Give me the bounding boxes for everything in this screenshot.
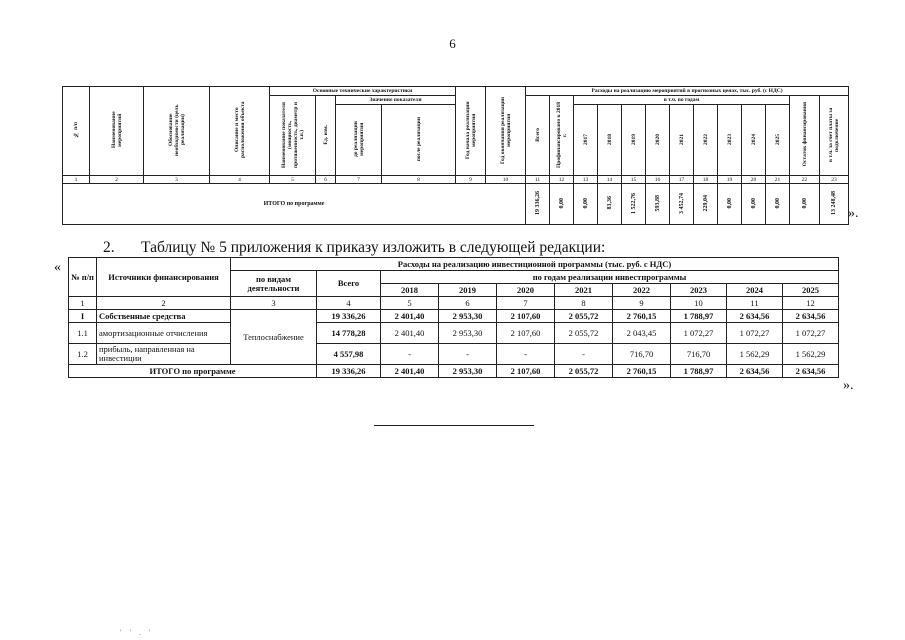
- year-value: 1 072,27: [783, 323, 839, 344]
- col-number: 2: [97, 297, 231, 310]
- financing-sources-table: [68, 257, 839, 378]
- t2-header-expenses-group: Расходы на реализацию инвестиционной программы (тыс. руб. с НДС): [231, 258, 839, 271]
- t1-total-value: 0,00: [790, 184, 820, 225]
- t1-total-label: ИТОГО по программе: [63, 184, 526, 225]
- col-number: 3: [231, 297, 317, 310]
- t1-header-indicator: Наименование показателя (мощность, протяженность, диаметр и т.п.): [270, 96, 316, 176]
- year-value: 2 055,72: [555, 310, 613, 323]
- year-value: 2 634,56: [727, 310, 783, 323]
- t1-total-value: 1 522,76: [622, 184, 646, 225]
- t1-header-value-group: Значение показателя: [336, 96, 456, 105]
- year-value: 2 107,60: [497, 323, 555, 344]
- t1-header-year: 2024: [742, 105, 766, 176]
- t1-total-value: 83,36: [598, 184, 622, 225]
- year-value: 2 055,72: [555, 323, 613, 344]
- year-value: 2 055,72: [555, 365, 613, 378]
- t2-header-by-years: по годам реализации инвестпрограммы: [381, 271, 839, 284]
- t1-total-value: 0,00: [766, 184, 790, 225]
- t1-total-value: 19 336,26: [526, 184, 550, 225]
- year-value: 2 634,56: [783, 365, 839, 378]
- t1-header-year: 2025: [766, 105, 790, 176]
- t1-header-start-year: Год начала реализации мероприятия: [456, 87, 486, 176]
- t1-header-year: 2019: [622, 105, 646, 176]
- t2-header-by-activity: по видам деятельности: [231, 271, 317, 297]
- page-number: 6: [449, 36, 456, 51]
- col-number: 5: [381, 297, 439, 310]
- t1-header-total: Всего: [526, 96, 550, 176]
- row-name: Собственные средства: [97, 310, 231, 323]
- row-name: амортизационные отчисления: [97, 323, 231, 344]
- t1-header-rationale: Обоснование необходимости (цель реализации): [144, 87, 210, 176]
- row-num: I: [69, 310, 97, 323]
- col-number: 7: [497, 297, 555, 310]
- col-number: 22: [790, 176, 820, 184]
- t2-header-num: № п/п: [69, 258, 97, 297]
- section-number: 2.: [103, 239, 115, 256]
- t2-header-total: Всего: [317, 271, 381, 297]
- t1-header-by-years: в т.ч. по годам: [574, 96, 790, 105]
- t1-header-year: 2017: [574, 105, 598, 176]
- t1-total-row: [63, 184, 849, 225]
- col-number: 12: [550, 176, 574, 184]
- t1-header-end-year: Год окончания реализации мероприятия: [486, 87, 526, 176]
- year-value: 2 401,40: [381, 323, 439, 344]
- t1-total-value: 3 452,74: [670, 184, 694, 225]
- year-value: 2 953,30: [439, 323, 497, 344]
- t1-total-value: 13 248,48: [820, 184, 849, 225]
- col-number: 21: [766, 176, 790, 184]
- col-number: 1: [69, 297, 97, 310]
- closing-quote: ».: [848, 206, 859, 221]
- t1-total-value: 0,00: [550, 184, 574, 225]
- t1-header-name: Наименование мероприятий: [90, 87, 144, 176]
- t1-header-unit: Ед. изм.: [316, 96, 336, 176]
- year-value: 2 953,30: [439, 310, 497, 323]
- table-row: [69, 344, 839, 365]
- year-value: 1 788,97: [671, 310, 727, 323]
- t2-header-source: Источники финансирования: [97, 258, 231, 297]
- row-total: 4 557,98: [317, 344, 381, 365]
- col-number: 16: [646, 176, 670, 184]
- year-value: 2 634,56: [727, 365, 783, 378]
- col-number: 8: [382, 176, 456, 184]
- scan-mark: ' ' . ': [120, 628, 154, 637]
- t2-header-year: 2024: [727, 284, 783, 297]
- row-total: 14 778,28: [317, 323, 381, 344]
- col-number: 23: [820, 176, 849, 184]
- year-value: 1 072,27: [671, 323, 727, 344]
- t1-total-value: 593,88: [646, 184, 670, 225]
- year-value: 2 760,15: [613, 365, 671, 378]
- col-number: 11: [727, 297, 783, 310]
- t2-header-year: 2020: [497, 284, 555, 297]
- t2-total-row: [69, 365, 839, 378]
- year-value: -: [497, 344, 555, 365]
- table-row: [69, 310, 839, 323]
- year-value: -: [381, 344, 439, 365]
- t2-header-year: 2025: [783, 284, 839, 297]
- col-number: 17: [670, 176, 694, 184]
- year-value: -: [439, 344, 497, 365]
- row-num: 1.1: [69, 323, 97, 344]
- table-row: [69, 323, 839, 344]
- row-name: прибыль, направленная на инвестиции: [97, 344, 231, 365]
- t1-header-expenses-group: Расходы на реализацию мероприятий в прогнозных ценах, тыс. руб. (с НДС): [526, 87, 849, 96]
- t1-total-value: 229,04: [694, 184, 718, 225]
- col-number: 5: [270, 176, 316, 184]
- year-value: 2 760,15: [613, 310, 671, 323]
- t2-header-year: 2023: [671, 284, 727, 297]
- t2-total-label: ИТОГО по программе: [69, 365, 317, 378]
- col-number: 20: [742, 176, 766, 184]
- t1-header-year: 2023: [718, 105, 742, 176]
- col-number: 6: [316, 176, 336, 184]
- col-number: 4: [317, 297, 381, 310]
- investment-measures-table: [62, 86, 849, 225]
- row-total: 19 336,26: [317, 365, 381, 378]
- col-number: 4: [210, 176, 270, 184]
- col-number: 6: [439, 297, 497, 310]
- t2-header-year: 2022: [613, 284, 671, 297]
- t2-header-year: 2021: [555, 284, 613, 297]
- year-value: 716,70: [613, 344, 671, 365]
- t1-header-year: 2018: [598, 105, 622, 176]
- col-number: 2: [90, 176, 144, 184]
- col-number: 7: [336, 176, 382, 184]
- year-value: 1 562,29: [727, 344, 783, 365]
- year-value: 1 072,27: [727, 323, 783, 344]
- t1-header-after: после реализации: [382, 105, 456, 176]
- t1-total-value: 0,00: [718, 184, 742, 225]
- col-number: 3: [144, 176, 210, 184]
- year-value: 2 953,30: [439, 365, 497, 378]
- t1-column-numbers-row: [63, 176, 849, 184]
- activity-cell: Теплоснабжение: [231, 310, 317, 365]
- year-value: 2 107,60: [497, 365, 555, 378]
- t1-header-year: 2022: [694, 105, 718, 176]
- col-number: 15: [622, 176, 646, 184]
- t1-header-year: 2021: [670, 105, 694, 176]
- col-number: 12: [783, 297, 839, 310]
- t1-header-year: 2020: [646, 105, 670, 176]
- year-value: 2 043,45: [613, 323, 671, 344]
- col-number: 1: [63, 176, 90, 184]
- col-number: 8: [555, 297, 613, 310]
- year-value: 1 788,97: [671, 365, 727, 378]
- col-number: 13: [574, 176, 598, 184]
- col-number: 9: [613, 297, 671, 310]
- col-number: 19: [718, 176, 742, 184]
- t1-header-before: до реализации мероприятия: [336, 105, 382, 176]
- year-value: 716,70: [671, 344, 727, 365]
- row-total: 19 336,26: [317, 310, 381, 323]
- t1-header-num: № п/п: [63, 87, 90, 176]
- year-value: 1 562,29: [783, 344, 839, 365]
- col-number: 14: [598, 176, 622, 184]
- opening-quote: «: [54, 260, 61, 275]
- col-number: 10: [671, 297, 727, 310]
- row-num: 1.2: [69, 344, 97, 365]
- t1-header-description: Описание и место расположения объекта: [210, 87, 270, 176]
- year-value: -: [555, 344, 613, 365]
- t2-column-numbers-row: [69, 297, 839, 310]
- col-number: 9: [456, 176, 486, 184]
- t1-total-value: 0,00: [574, 184, 598, 225]
- year-value: 2 107,60: [497, 310, 555, 323]
- col-number: 11: [526, 176, 550, 184]
- t2-header-year: 2019: [439, 284, 497, 297]
- col-number: 18: [694, 176, 718, 184]
- section-divider: [374, 425, 534, 426]
- section-heading: [103, 239, 605, 257]
- year-value: 2 401,40: [381, 365, 439, 378]
- section-text: Таблицу № 5 приложения к приказу изложить в следующей редакции:: [141, 239, 606, 256]
- t1-total-value: 0,00: [742, 184, 766, 225]
- t1-header-tech-group: Основные технические характеристики: [270, 87, 456, 96]
- col-number: 10: [486, 176, 526, 184]
- t1-header-remaining: Остаток финансирования: [790, 96, 820, 176]
- year-value: 2 401,40: [381, 310, 439, 323]
- t1-header-borrowed: в т.ч. за счет платы за подключение: [820, 96, 849, 176]
- year-value: 2 634,56: [783, 310, 839, 323]
- t1-header-prefinanced: Профинансировано к 2018 г.: [550, 96, 574, 176]
- t2-header-year: 2018: [381, 284, 439, 297]
- closing-quote: ».: [843, 378, 854, 393]
